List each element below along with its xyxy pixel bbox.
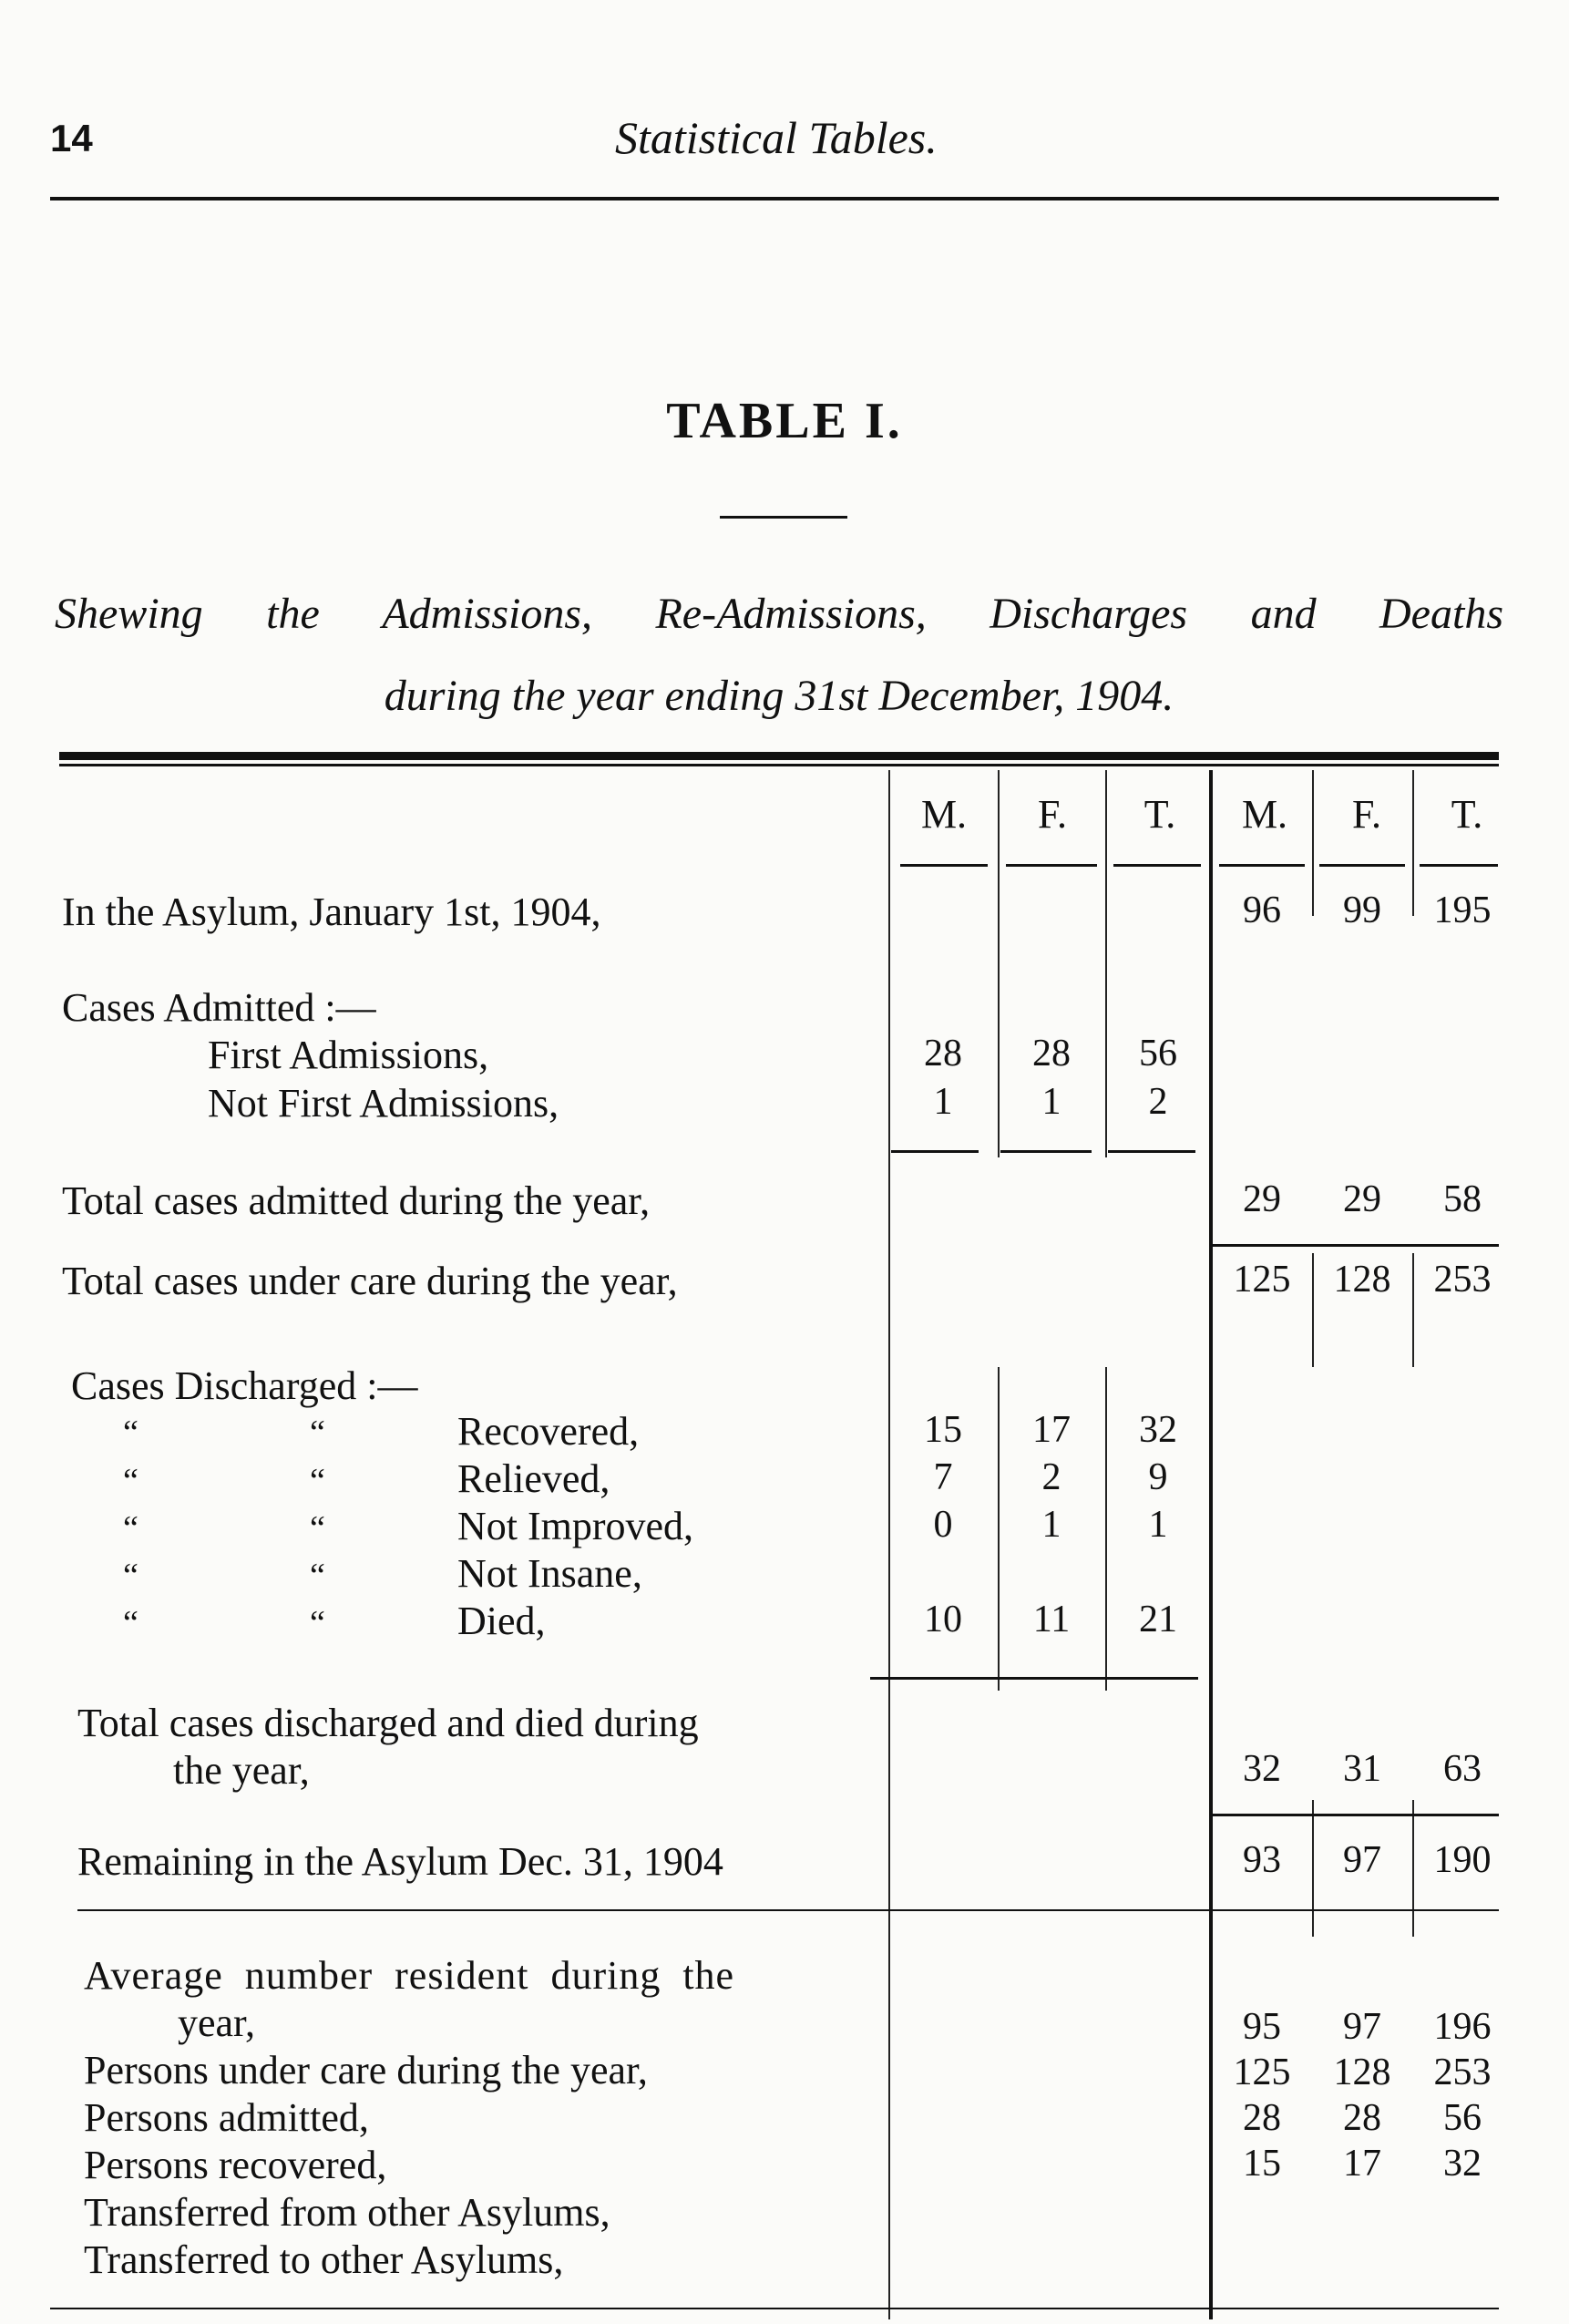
row-label-persons-admitted: Persons admitted, [84,2095,369,2140]
cell-value: 96 [1243,889,1281,931]
cell-value: 128 [1333,1259,1391,1301]
col-header-female: F. [1038,792,1067,837]
ditto-mark: “ [123,1509,138,1548]
cell-value: 93 [1243,1839,1281,1881]
cell-value: 17 [1032,1409,1071,1451]
cell-value: 95 [1243,2006,1281,2048]
cell-value: 125 [1233,1259,1291,1301]
cell-value: 190 [1433,1839,1492,1881]
row-label-not-improved: Not Improved, [457,1504,694,1548]
row-label-average-resident-cont: year, [178,2000,255,2045]
cell-value: 10 [924,1599,962,1640]
cell-value: 0 [933,1504,953,1546]
ditto-mark: “ [310,1509,325,1548]
cell-value: 32 [1443,2143,1482,2185]
cell-value: 56 [1443,2097,1482,2139]
row-label-total-admitted: Total cases admitted during the year, [62,1178,651,1223]
cell-value: 28 [1243,2097,1281,2139]
header-underline [1219,864,1305,867]
row-label-average-resident: Average number resident during the [84,1953,735,1998]
cell-value: 195 [1433,889,1492,931]
cell-value: 17 [1343,2143,1381,2185]
row-label-died: Died, [457,1599,546,1643]
header-underline [1113,864,1201,867]
ditto-mark: “ [310,1414,325,1452]
cell-value: 99 [1343,889,1381,931]
col-header-male: M. [1241,792,1288,837]
cell-value: 58 [1443,1178,1482,1220]
subtotal-rule [1108,1150,1195,1153]
section-rule [77,1909,1499,1911]
cell-value: 97 [1343,2006,1381,2048]
cell-value: 1 [1148,1504,1168,1546]
ditto-mark: “ [310,1462,325,1500]
ditto-mark: “ [123,1414,138,1452]
subtotal-rule [891,1150,979,1153]
header-underline [1006,864,1097,867]
subtitle-line-2: during the year ending 31st December, 1904. [384,672,1174,720]
running-head [50,112,1490,190]
ditto-mark: “ [123,1462,138,1500]
row-label-recovered: Recovered, [457,1409,640,1454]
header-underline [1420,864,1498,867]
table-title: TABLE I. [666,393,903,449]
cell-value: 63 [1443,1748,1482,1790]
cell-value: 31 [1343,1748,1381,1790]
subtitle-line-1: Shewing the Admissions, Re-Admissions, Discharges and Deaths [55,590,1503,638]
col-header-female: F. [1352,792,1381,837]
ditto-mark: “ [310,1604,325,1642]
cell-value: 28 [1032,1033,1071,1075]
cell-value: 29 [1243,1178,1281,1220]
row-label-total-discharged: Total cases discharged and died during [77,1701,699,1745]
cell-value: 15 [1243,2143,1281,2185]
row-label-persons-recovered: Persons recovered, [84,2143,387,2187]
cell-value: 28 [1343,2097,1381,2139]
row-label-total-under-care: Total cases under care during the year, [62,1259,678,1303]
cell-value: 56 [1139,1033,1177,1075]
page-number: 14 [50,117,93,159]
row-label-not-insane: Not Insane, [457,1551,642,1596]
cell-value: 29 [1343,1178,1381,1220]
row-label-first-admissions: First Admissions, [208,1033,489,1077]
cell-value: 7 [933,1456,953,1498]
row-label-not-first-admissions: Not First Admissions, [208,1081,559,1126]
row-label-remaining: Remaining in the Asylum Dec. 31, 1904 [77,1839,723,1884]
title-rule [720,516,847,519]
column-divider [998,1367,1000,1691]
section-label-cases-discharged: Cases Discharged :— [71,1363,418,1408]
table-top-rule [59,752,1499,760]
subtotal-rule [1212,1244,1499,1247]
cell-value: 21 [1139,1599,1177,1640]
row-label-total-discharged-cont: the year, [173,1748,310,1793]
cell-value: 28 [924,1033,962,1075]
col-header-male: M. [920,792,968,837]
cell-value: 32 [1139,1409,1177,1451]
subtotal-rule [1212,1814,1499,1816]
cell-value: 2 [1041,1456,1061,1498]
running-title: Statistical Tables. [615,112,938,163]
row-label-in-asylum: In the Asylum, January 1st, 1904, [62,889,601,934]
ditto-mark: “ [123,1604,138,1642]
cell-value: 97 [1343,1839,1381,1881]
head-rule [50,197,1499,201]
ditto-mark: “ [123,1557,138,1595]
header-underline [900,864,988,867]
cell-value: 1 [933,1081,953,1123]
cell-value: 253 [1433,1259,1492,1301]
header-underline [1319,864,1405,867]
cell-value: 253 [1433,2051,1492,2093]
cell-value: 11 [1032,1599,1071,1640]
cell-value: 196 [1433,2006,1492,2048]
cell-value: 32 [1243,1748,1281,1790]
row-label-persons-under-care: Persons under care during the year, [84,2048,648,2093]
cell-value: 128 [1333,2051,1391,2093]
cell-value: 1 [1041,1081,1061,1123]
column-divider [888,770,890,2319]
row-label-transferred-from: Transferred from other Asylums, [84,2190,610,2235]
cell-value: 125 [1233,2051,1291,2093]
col-header-total: T. [1143,792,1176,837]
ditto-mark: “ [310,1557,325,1595]
table-bottom-rule [50,2308,1499,2309]
cell-value: 15 [924,1409,962,1451]
table-top-rule-thin [59,764,1499,766]
subtotal-rule [1000,1150,1092,1153]
cell-value: 1 [1041,1504,1061,1546]
row-label-relieved: Relieved, [457,1456,610,1501]
subtotal-rule [870,1677,1198,1680]
col-header-total: T. [1451,792,1483,837]
cell-value: 2 [1148,1081,1168,1123]
cell-value: 9 [1148,1456,1168,1498]
row-label-transferred-to: Transferred to other Asylums, [84,2237,564,2282]
section-label-cases-admitted: Cases Admitted :— [62,985,376,1030]
column-divider [1105,1367,1107,1691]
